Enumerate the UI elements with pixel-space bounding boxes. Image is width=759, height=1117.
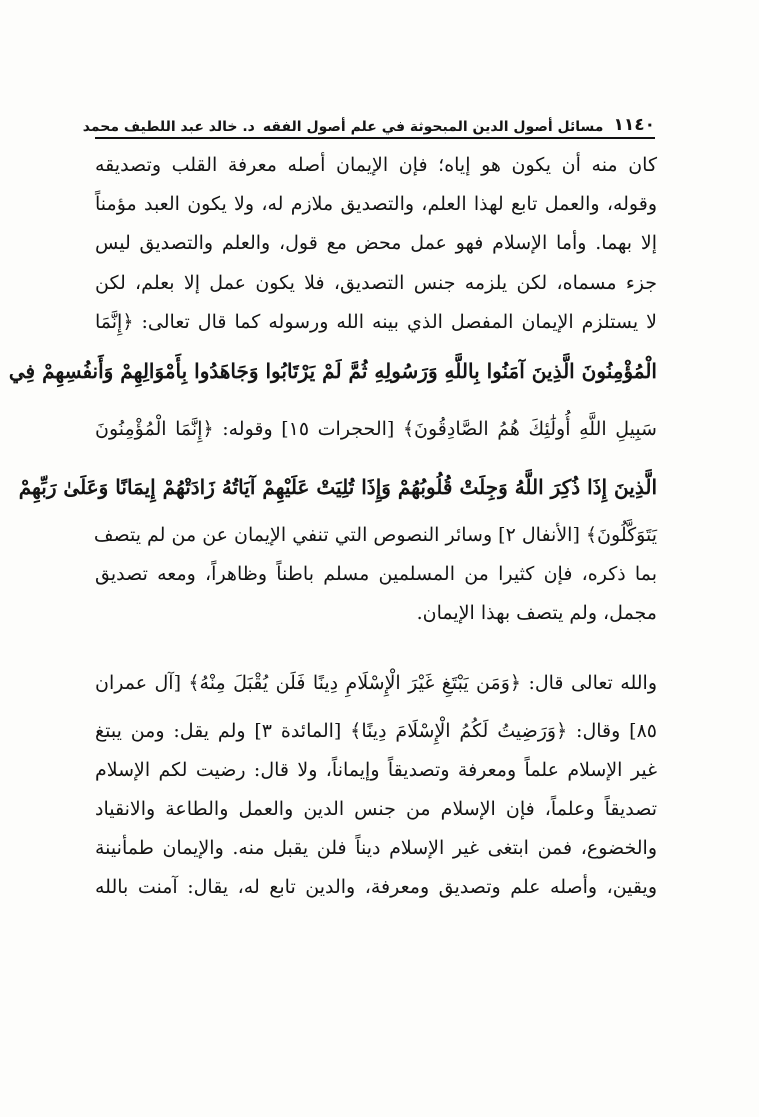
page-header bbox=[82, 111, 655, 139]
text-line: مجمل، ولم يتصف بهذا الإيمان. bbox=[416, 602, 657, 625]
text-line: يَتَوَكَّلُونَ﴾ [الأنفال ٢] وسائر النصوص التي تنفي الإيمان عن من لم يتصف bbox=[93, 523, 657, 546]
text-line: لا يستلزم الإيمان المفصل الذي بينه الله ورسوله كما قال تعالى: ﴿إِنَّمَا bbox=[95, 310, 657, 333]
page-number: ١١٤٠ bbox=[613, 115, 655, 135]
text-line: تصديقاً وعلماً، فإن الإسلام من جنس الدين والعمل والطاعة والانقياد bbox=[95, 797, 657, 820]
text-line: جزء مسماه، لكن يلزمه جنس التصديق، فلا يكون عمل إلا بعلم، لكن bbox=[95, 271, 657, 294]
main-text bbox=[8, 146, 657, 907]
text-line: والخضوع، فمن ابتغى غير الإسلام ديناً فلن يقبل منه. والإيمان طمأنينة bbox=[95, 837, 657, 860]
quran-verse-line: والله تعالى قال: ﴿وَمَن يَبْتَغِ غَيْرَ الْإِسْلَامِ دِينًا فَلَن يُقْبَلَ مِنْهُ﴾ [آل عمران bbox=[95, 671, 657, 694]
text-line: بما ذكره، فإن كثيرا من المسلمين مسلم باطناً وظاهراً، ومعه تصديق bbox=[95, 563, 657, 586]
text-line: كان منه أن يكون هو إياه؛ فإن الإيمان أصله معرفة القلب وتصديقه bbox=[95, 154, 657, 176]
book-title: مسائل أصول الدين المبحوثة في علم أصول الفقه bbox=[262, 119, 604, 135]
quran-verse-line: الَّذِينَ إِذَا ذُكِرَ اللَّهُ وَجِلَتْ قُلُوبُهُمْ وَإِذَا تُلِيَتْ عَلَيْهِمْ آيَاتُهُ زَادَتْهُمْ إِيمَانًا وَعَلَىٰ رَبِّهِمْ bbox=[18, 474, 657, 499]
quran-verse-line: سَبِيلِ اللَّهِ أُولَٰئِكَ هُمُ الصَّادِقُونَ﴾ [الحجرات ١٥] وقوله: ﴿إِنَّمَا الْمُؤْمِنُونَ bbox=[95, 417, 657, 440]
text-line: ٨٥] وقال: ﴿وَرَضِيتُ لَكُمُ الْإِسْلَامَ دِينًا﴾ [المائدة ٣] ولم يقل: ومن يبتغ bbox=[95, 719, 657, 742]
text-line: غير الإسلام علماً ومعرفة وتصديقاً وإيماناً، ولا قال: رضيت لكم الإسلام bbox=[95, 758, 657, 781]
author-name: د. خالد عبد اللطيف محمد bbox=[82, 119, 255, 135]
text-line: إلا بهما. وأما الإسلام فهو عمل محض مع قول، والعلم والتصديق ليس bbox=[95, 232, 657, 255]
text-line: وقوله، والعمل تابع لهذا العلم، والتصديق ملازم له، ولا يكون العبد مؤمناً bbox=[95, 193, 657, 216]
quran-verse-line: الْمُؤْمِنُونَ الَّذِينَ آمَنُوا بِاللَّهِ وَرَسُولِهِ ثُمَّ لَمْ يَرْتَابُوا وَجَاهَدُوا بِأَمْوَالِهِمْ وَأَنفُسِهِمْ فِي bbox=[8, 358, 657, 383]
text-line: ويقين، وأصله علم وتصديق ومعرفة، والدين تابع له، يقال: آمنت بالله bbox=[95, 876, 657, 899]
